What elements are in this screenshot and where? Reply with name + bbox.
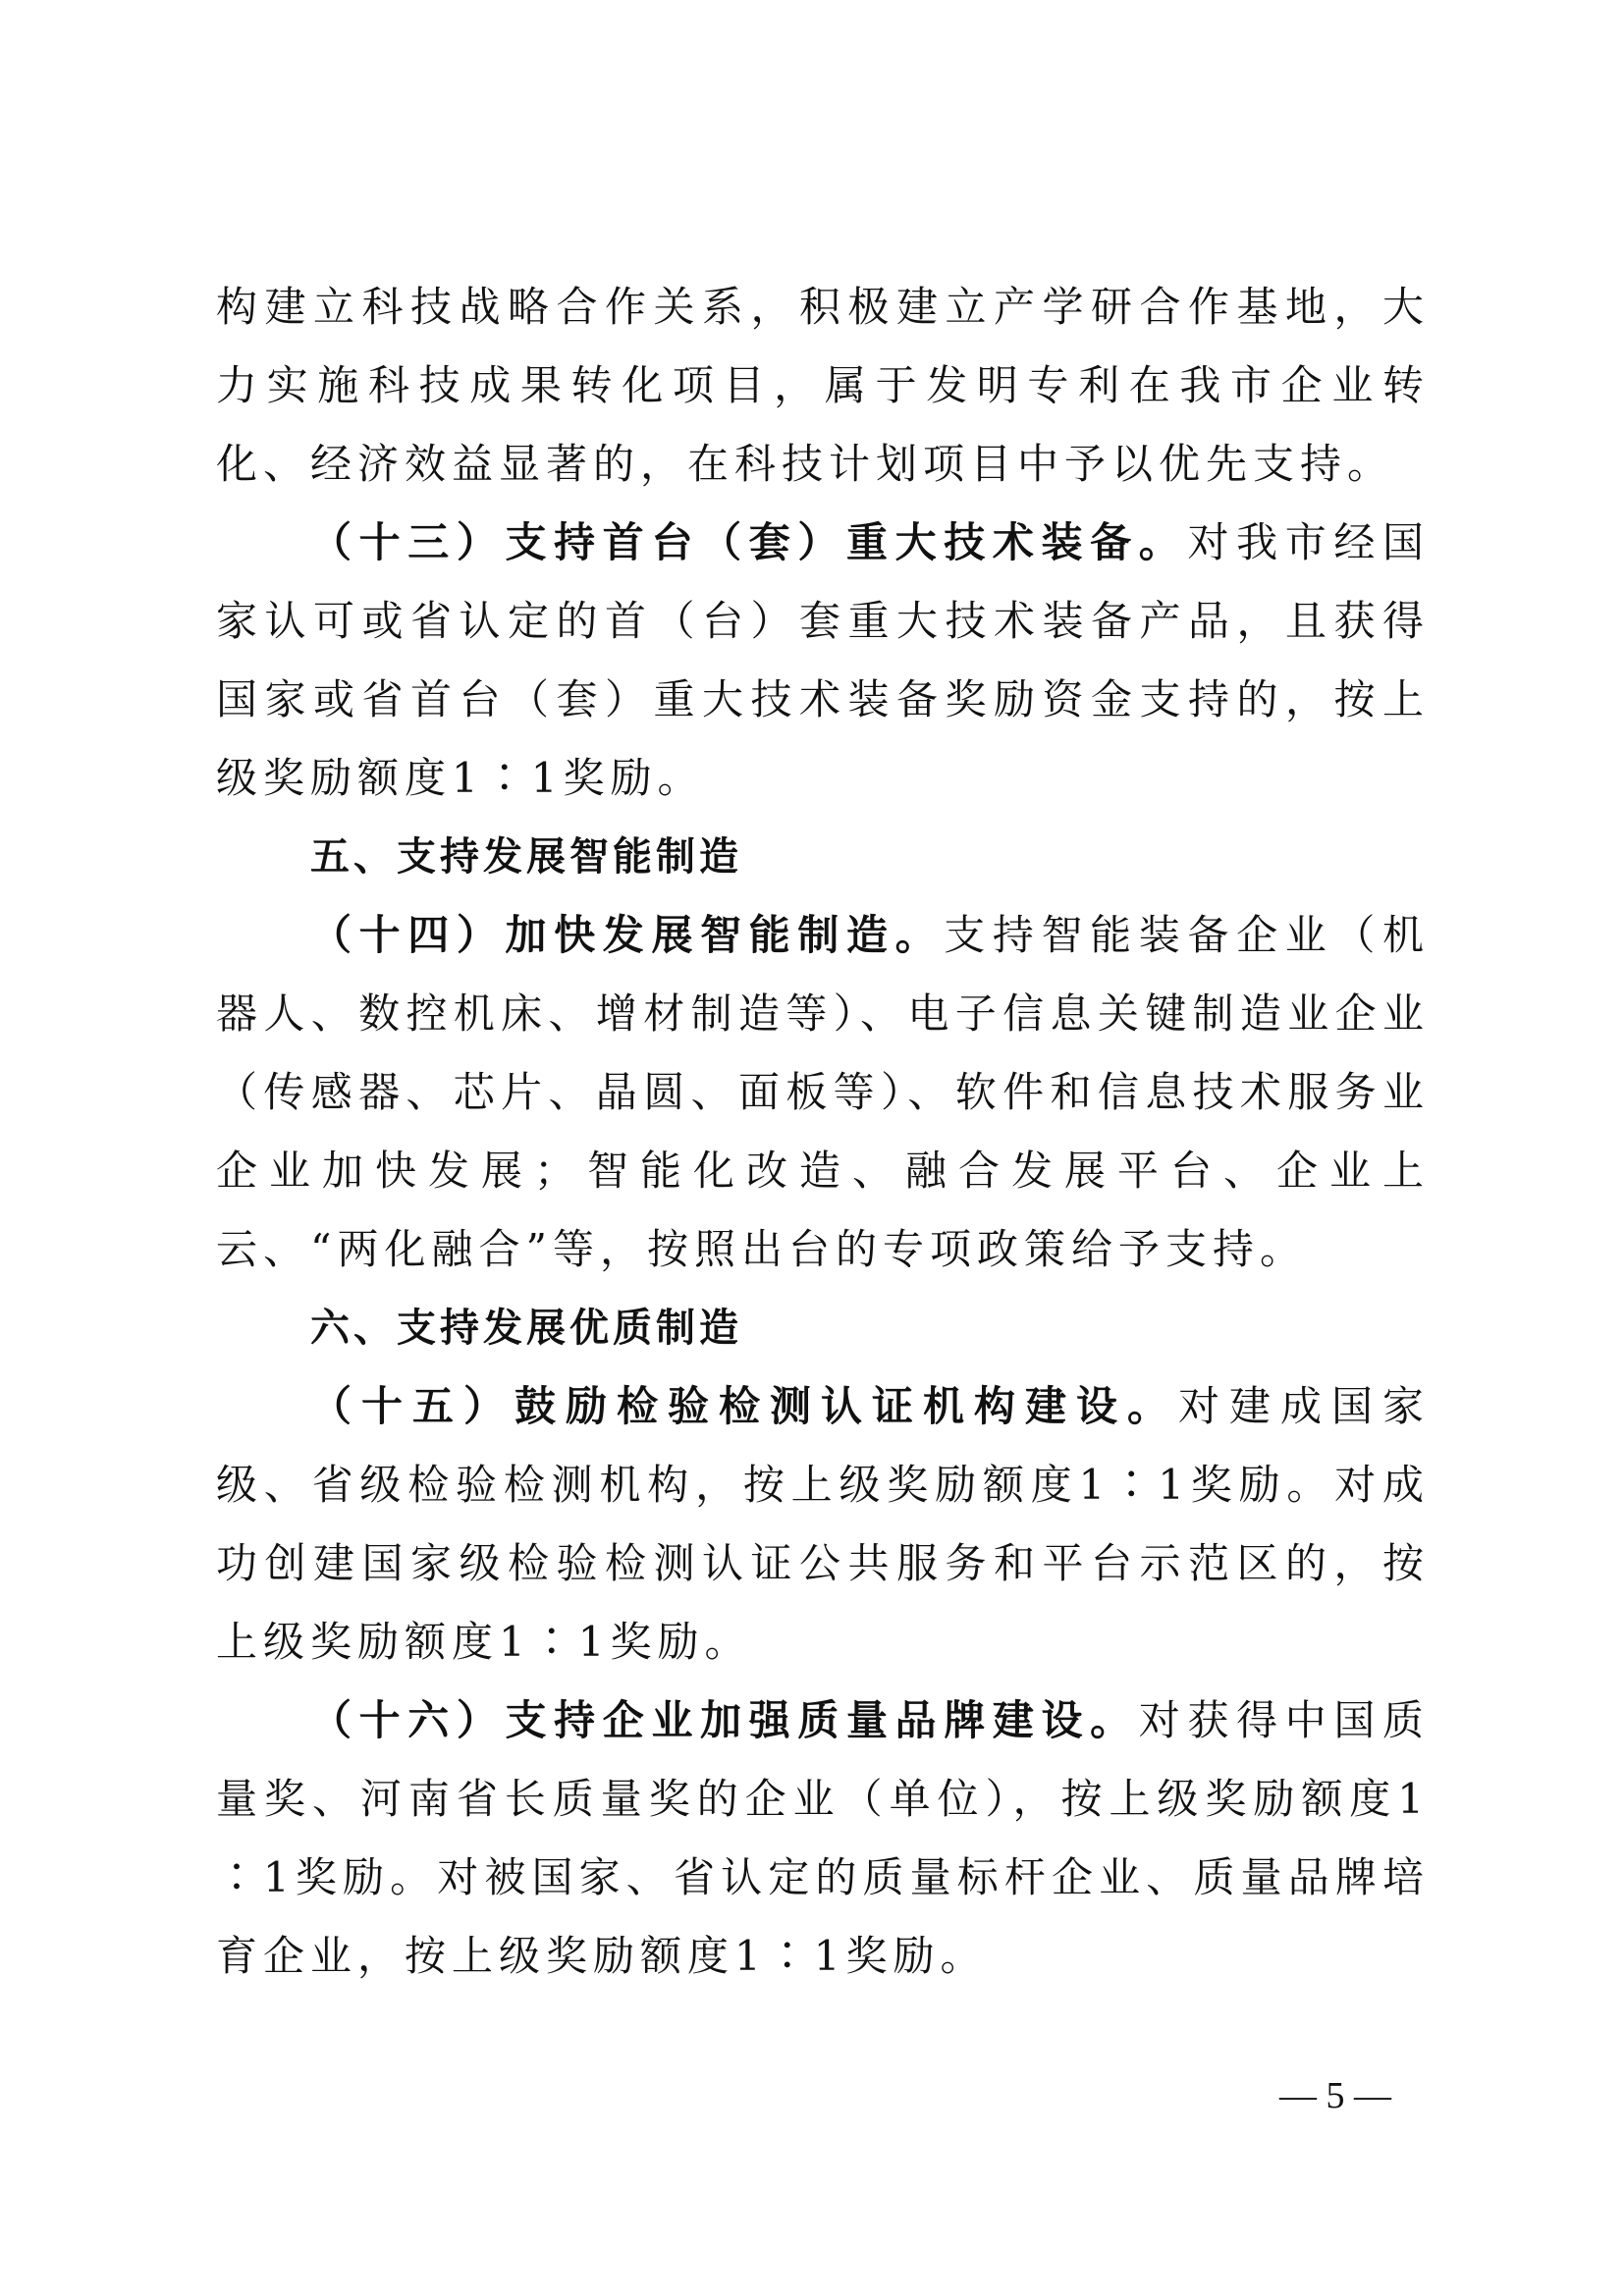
paragraph-item-16 bbox=[216, 1682, 1430, 1996]
paragraph-lead: （十四）加快发展智能制造。 bbox=[310, 911, 945, 959]
page-number: — 5 — bbox=[1279, 2075, 1391, 2116]
paragraph-item-13 bbox=[216, 504, 1430, 818]
paragraph-lead: （十五）鼓励检验检测认证机构建设。 bbox=[310, 1382, 1178, 1430]
paragraph-text: 支持智能装备企业（机器人、数控机床、增材制造等）、电子信息关键制造业企业（传感器、芯片、晶圆、面板等）、软件和信息技术服务业企业加快发展；智能化改造、融合发展平台、企业上云、“两化融合”等，按照出台的专项政策给予支持。 bbox=[216, 911, 1430, 1273]
paragraph-lead: （十三）支持首台（套）重大技术装备。 bbox=[310, 518, 1188, 566]
paragraph-lead: （十六）支持企业加强质量品牌建设。 bbox=[310, 1696, 1139, 1744]
paragraph-text: 对我市经国家认可或省认定的首（台）套重大技术装备产品，且获得国家或省首台（套）重大技术装备奖励资金支持的，按上级奖励额度1∶1奖励。 bbox=[216, 518, 1430, 802]
paragraph-continuation bbox=[216, 268, 1430, 504]
section-heading-5: 五、支持发展智能制造 bbox=[310, 834, 742, 880]
section-heading-6: 六、支持发展优质制造 bbox=[310, 1306, 742, 1351]
paragraph-item-15 bbox=[216, 1367, 1430, 1682]
paragraph-text: 对获得中国质量奖、河南省长质量奖的企业（单位），按上级奖励额度1∶1奖励。对被国家、省认定的质量标杆企业、质量品牌培育企业，按上级奖励额度1∶1奖励。 bbox=[216, 1696, 1430, 1980]
paragraph-text: 构建立科技战略合作关系，积极建立产学研合作基地，大力实施科技成果转化项目，属于发明专利在我市企业转化、经济效益显著的，在科技计划项目中予以优先支持。 bbox=[216, 283, 1430, 488]
document-body bbox=[216, 268, 1430, 1996]
paragraph-text: 对建成国家级、省级检验检测机构，按上级奖励额度1∶1奖励。对成功创建国家级检验检测认证公共服务和平台示范区的，按上级奖励额度1∶1奖励。 bbox=[216, 1382, 1430, 1666]
paragraph-item-14 bbox=[216, 896, 1430, 1289]
